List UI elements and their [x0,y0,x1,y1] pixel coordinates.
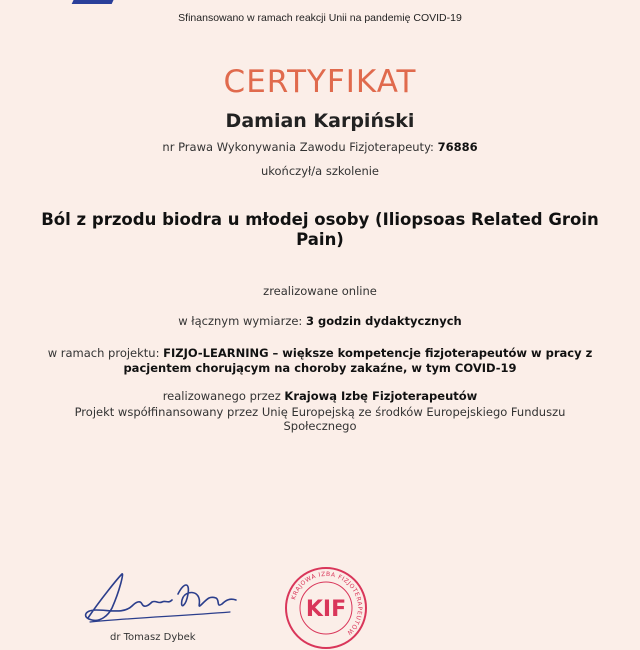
eu-flag-corner [72,0,117,4]
course-title: Ból z przodu biodra u młodej osoby (Iliopsoas Related Groin Pain) [41,210,599,249]
hours-line [0,314,640,328]
license-label: nr Prawa Wykonywania Zawodu Fizjoterapeuty: [162,140,434,154]
license-number: 76886 [437,140,478,154]
project-label: w ramach projektu: [47,346,160,360]
hours-value: 3 godzin dydaktycznych [305,314,462,328]
project-line [30,346,610,376]
completed-text: ukończył/a szkolenie [260,164,379,178]
realized-label: realizowanego przez [162,389,281,403]
funding-note: Sfinansowano w ramach reakcji Unii na pandemię COVID-19 [178,12,462,24]
project-name: FIZJO-LEARNING – większe kompetencje fizjoterapeutów w pracy z pacjentem chorującym na choroby zakaźne, w tym COVID-19 [123,346,593,375]
mode-text: zrealizowane online [263,284,377,298]
license-line [0,140,640,154]
hours-label: w łącznym wymiarze: [178,314,303,328]
realized-line [0,389,640,403]
signature-image [70,560,250,630]
seal-letters: KIF [305,597,347,622]
recipient-name: Damian Karpiński [225,110,415,132]
realized-by: Krajową Izbę Fizjoterapeutów [284,389,478,403]
seal-ring-text: KRAJOWA IZBA FIZJOTERAPEUTÓW [290,570,364,637]
cofinanced-text: Projekt współfinansowany przez Unię Europejską ze środków Europejskiego Funduszu Społecznego [74,405,566,433]
kif-seal [284,566,368,650]
signer-name: dr Tomasz Dybek [110,632,196,643]
certificate-title: CERTYFIKAT [223,64,417,100]
